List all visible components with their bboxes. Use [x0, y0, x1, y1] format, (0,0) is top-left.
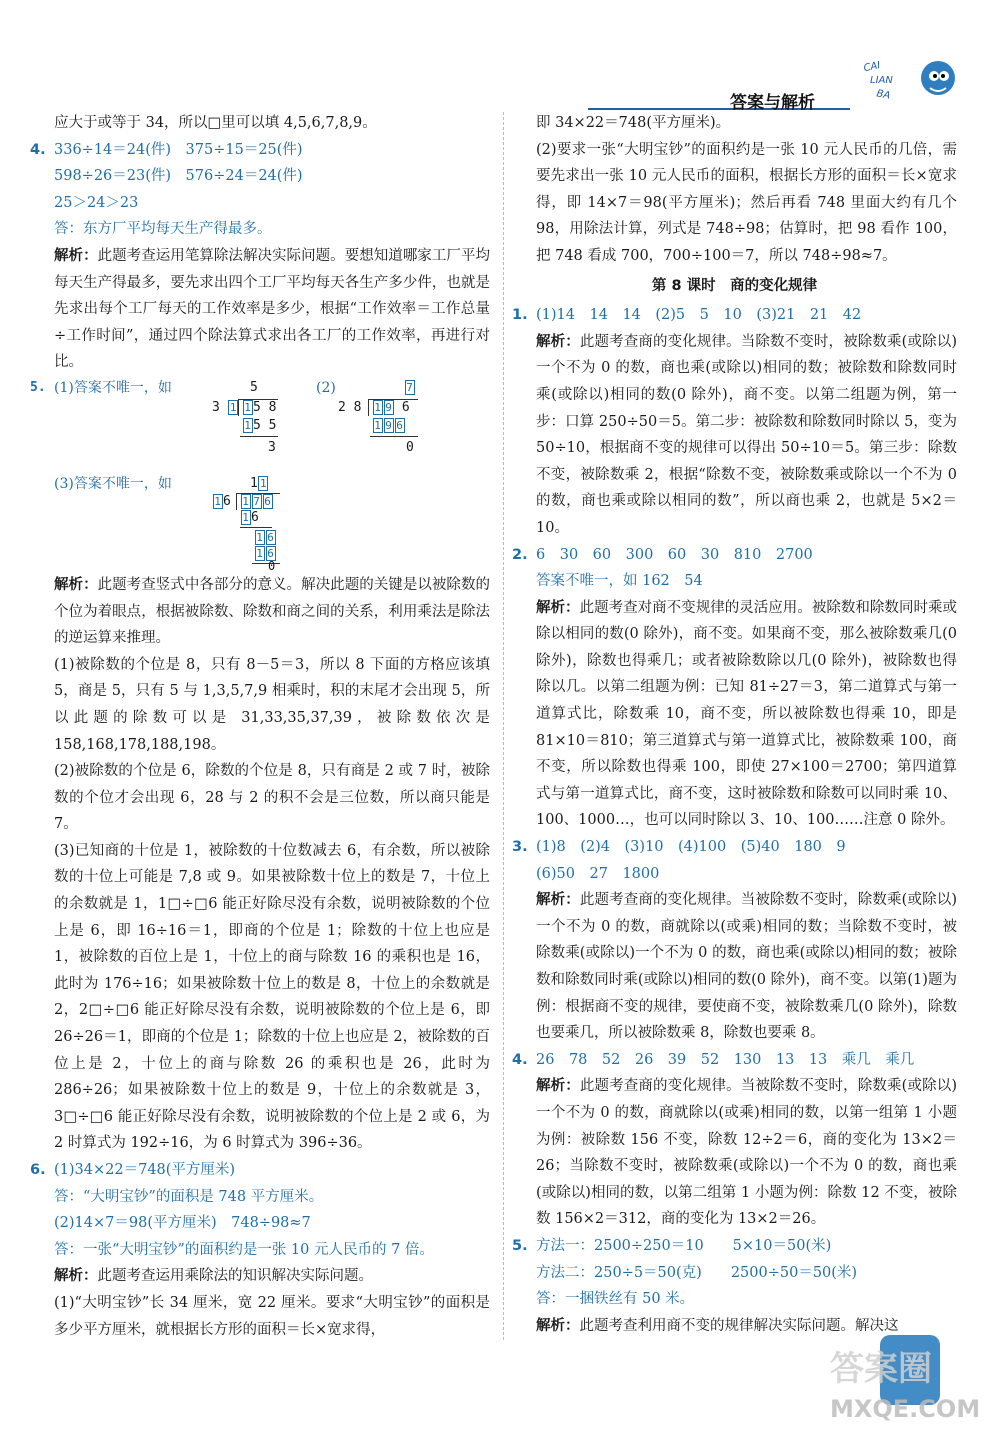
- svg-text:CAI: CAI: [862, 60, 882, 75]
- long-division-row-1: 5. (1)答案不唯一，如 5 3 1 1 5 8 1 5 5 3 (2) 7 2 8 1 9 6 1 9 6 0: [54, 376, 490, 472]
- question-1: [512, 302, 957, 541]
- watermark-url: MXQE.COM: [830, 1395, 981, 1423]
- question-4: [30, 137, 490, 376]
- analysis-label: 解析：: [536, 1077, 580, 1095]
- answer-line: 6 30 60 300 60 30 810 2700: [536, 546, 813, 563]
- analysis-text: 此题考查商的变化规律。当被除数不变时，除数乘(或除以)一个不为 0 的数，商就除以(或乘)相同的数；当除数不变时，被除数乘(或除以)一个不为 0 的数，商也乘(或除以)相同的数；被除数和除数同时乘(或除以)相同的数(0 除外)，商不变。以第(1)题为例：根据商不变的规律，要使商不变，被除数乘几(0 除外)，除数也要乘几，所以被除数乘 8，除数也要乘 8。: [536, 892, 958, 1042]
- question-number: 1.: [512, 307, 528, 324]
- question-number: 5.: [30, 379, 46, 395]
- question-5: [512, 1233, 957, 1339]
- question-number: 3.: [512, 839, 528, 856]
- answer-statement: 答：一张“大明宝钞”的面积约是一张 10 元人民币的 7 倍。: [54, 1241, 434, 1258]
- analysis-text: (1)“大明宝钞”长 34 厘米，宽 22 厘米。要求“大明宝钞”的面积是多少平方厘米，就根据长方形的面积＝长×宽求得，: [54, 1294, 490, 1338]
- answer-line: 25＞24＞23: [54, 194, 139, 211]
- text-line: 应大于或等于 34，所以□里可以填 4,5,6,7,8,9。: [54, 115, 377, 131]
- analysis-text: (2)被除数的个位是 6，除数的个位是 8，只有商是 2 或 7 时，被除数的个位才会出现 6，28 与 2 的积不会是三位数，所以商只能是 7。: [54, 763, 490, 833]
- quotient-box: 7: [406, 380, 413, 394]
- blank-box: 1: [244, 418, 251, 432]
- question-number: 6.: [30, 1162, 46, 1178]
- text-line: 即 34×22＝748(平方厘米)。: [536, 115, 731, 131]
- question-number: 4.: [30, 141, 46, 158]
- remainder: 0: [406, 439, 414, 455]
- answer-line: 26 78 52 26 39 52 130 13 13 乘几 乘几: [536, 1051, 915, 1068]
- product: 5 5: [253, 417, 277, 433]
- blank-box: 1: [229, 400, 237, 414]
- question-2: [512, 542, 957, 835]
- header-title: 答案与解析: [730, 93, 815, 113]
- part-label: (3)答案不唯一，如: [54, 475, 172, 492]
- analysis-text: (2)要求一张“大明宝钞”的面积约是一张 10 元人民币的几倍，需要先求出一张 10 元人民币的面积，根据长方形的面积＝长×宽求得，即 14×7＝98(平方厘米)；然后再看 748 里面大约有几个 98，用除法计算，列式是 748÷98；估算时，把 98 看作 100，把 748 看成 700，700÷100＝7，所以 748÷98≈7。: [536, 141, 957, 264]
- answer-statement: 答：“大明宝钞”的面积是 748 平方厘米。: [54, 1188, 324, 1205]
- answer-line: (1)34×22＝748(平方厘米): [54, 1162, 236, 1178]
- svg-text:BA: BA: [875, 88, 892, 102]
- watermark-logo-icon: [820, 1325, 990, 1425]
- answer-line: 598÷26＝23(件) 576÷24＝24(件): [54, 168, 303, 185]
- dividend: 5 8: [253, 399, 277, 415]
- analysis-text: (1)被除数的个位是 8，只有 8－5＝3，所以 8 下面的方格应该填 5，商是 5，只有 5 与 1,3,5,7,9 相乘时，积的末尾才会出现 5，所以此题的除数可以是 31,33,35,37,39，被除数依次是 158,168,178,188,198。: [54, 656, 490, 753]
- watermark-text: 答案圈: [830, 1349, 932, 1389]
- question-number: 5.: [512, 1237, 528, 1254]
- divisor: 2 8: [338, 399, 362, 415]
- mascot-logo-icon: [850, 48, 960, 110]
- answer-line: (1)14 14 14 (2)5 5 10 (3)21 21 42: [536, 307, 862, 324]
- answer-line: (6)50 27 1800: [536, 865, 660, 882]
- right-column: [512, 110, 957, 1339]
- question-number: 2.: [512, 546, 528, 563]
- remainder: 3: [268, 439, 276, 455]
- svg-text:LIAN: LIAN: [870, 75, 893, 86]
- blank-box: 1: [244, 400, 251, 414]
- left-column: [30, 110, 490, 1343]
- answer-line: 方法二：250÷5＝50(克) 2500÷50＝50(米): [536, 1264, 858, 1281]
- question-3: [512, 834, 957, 1047]
- analysis-label: 解析：: [54, 1267, 98, 1285]
- answer-statement: 答：东方厂平均每天生产得最多。: [54, 221, 272, 238]
- answer-line: 方法一：2500÷250＝10 5×10＝50(米): [536, 1237, 832, 1254]
- analysis-label: 解析：: [536, 332, 580, 350]
- analysis-label: 解析：: [536, 1316, 580, 1334]
- analysis-label: 解析：: [536, 891, 580, 909]
- divisor: 6: [223, 493, 231, 509]
- analysis-label: 解析：: [54, 575, 98, 593]
- question-6: [30, 1157, 490, 1343]
- answer-line: (1)8 (2)4 (3)10 (4)100 (5)40 180 9: [536, 839, 846, 856]
- part-label: (2): [316, 379, 336, 396]
- question-5: [30, 376, 490, 1157]
- analysis-text: 此题考查利用商不变的规律解决实际问题。解决这: [579, 1317, 899, 1334]
- answer-line: (2)14×7＝98(平方厘米) 748÷98≈7: [54, 1215, 311, 1232]
- question-4: [512, 1047, 957, 1233]
- analysis-text: 此题考查运用乘除法的知识解决实际问题。: [97, 1268, 373, 1285]
- analysis-text: (3)已知商的十位是 1，被除数的十位数减去 6，有余数，所以被除数的十位上可能是 7,8 或 9。如果被除数十位上的数是 7，十位上的余数就是 1，1□÷□6 能正好除尽没有余数，说明被除数的个位上是 6，即 16÷16＝1，即商的个位是 1；除数的十位上也应是 1，被除数的百位上是 1，十位上的商与除数 16 的乘积也是 16，此时为 176÷16；如果被除数十位上的数是 8，十位上的余数就是 2，2□÷□6 能正好除尽没有余数，说明被除数的个位上是 6，即 26÷26＝1，即商的个位是 1；除数的十位上也应是 2，被除数的百位上是 2，十位上的商与除数 26 的乘积也是 26，此时为 286÷26；如果被除数十位上的数是 9，十位上的余数就是 3，3□÷□6 能正好除尽没有余数，说明被除数的个位上是 2 或 6，为 2 时算式为 192÷16，为 6 时算式为 396÷36。: [54, 842, 490, 1152]
- part-label: (1)答案不唯一，如: [54, 379, 172, 396]
- divisor: 3: [212, 399, 220, 415]
- analysis-text: 此题考查商的变化规律。当被除数不变时，除数乘(或除以)一个不为 0 的数，商就除以(或乘)相同的数，以第一组第 1 小题为例：被除数 156 不变，除数 12÷2＝6，商的变化为 13×2＝26；当除数不变时，被除数乘(或除以)一个不为 0 的数，商也乘(或除以)相同的数，以第二组第 1 小题为例：除数 12 不变，被除数 156×2＝312，商的变化为 13×2＝26。: [536, 1078, 958, 1228]
- quotient: 5: [250, 379, 258, 395]
- analysis-label: 解析：: [536, 598, 580, 616]
- long-division-row-2: (3)答案不唯一，如 1 1 1 6 1 7 6 1 6 1 6 1 6 0: [54, 472, 490, 572]
- analysis-text: 此题考查运用笔算除法解决实际问题。要想知道哪家工厂平均每天生产得最多，要先求出四个工厂平均每天各生产多少件，也就是先求出每个工厂每天的工作效率是多少，根据“工作效率＝工作总量÷工作时间”，通过四个除法算式求出各工厂的工作效率，再进行对比。: [54, 247, 491, 371]
- remainder: 0: [268, 558, 276, 573]
- answer-statement: 答：一捆铁丝有 50 米。: [536, 1291, 695, 1308]
- answer-line: 答案不唯一，如 162 54: [536, 573, 703, 590]
- analysis-text: 此题考查商的变化规律。当除数不变时，被除数乘(或除以)一个不为 0 的数，商也乘(或除以)相同的数；被除数和除数同时乘(或除以)相同的数(0 除外)，商不变。以第二组题为例，第一步：口算 250÷50＝5。第二步：被除数和除数同时除以 5，变为 50÷10，根据商不变的规律可以得出 50÷10＝5。第三步：除数不变，被除数乘 2，根据“除数不变，被除数乘或除以一个不为 0 的数，商也乘或除以相同的数”，所以商也乘 2，也就是 5×2＝10。: [536, 333, 958, 536]
- lesson-heading: 第 8 课时 商的变化规律: [651, 277, 818, 294]
- analysis-text: 此题考查对商不变规律的灵活应用。被除数和除数同时乘或除以相同的数(0 除外)，商不变。如果商不变，那么被除数乘几(0 除外)，除数也得乘几；或者被除数除以几(0 除外)，被除数也得除以几。以第二组题为例：已知 81÷27＝3，第二道算式与第一道算式比，除数乘 10，商不变，所以被除数也得乘 10，即是 81×10＝810；第三道算式与第一道算式比，被除数乘 100，商不变，所以除数也得乘 100，即使 27×100＝2700；第四道算式与第一道算式比，商不变，这时被除数和除数可以同时乘 10、100、1000…，也可以同时除以 3、10、100……注意 0 除外。: [536, 599, 958, 829]
- question-number: 4.: [512, 1051, 528, 1068]
- analysis-text: 此题考查竖式中各部分的意义。解决此题的关键是以被除数的个位为着眼点，根据被除数、除数和商之间的关系，利用乘法是除法的逆运算来推理。: [54, 576, 491, 647]
- analysis-label: 解析：: [54, 246, 98, 264]
- answer-line: 336÷14＝24(件) 375÷15＝25(件): [54, 141, 303, 158]
- column-divider: [503, 112, 504, 1340]
